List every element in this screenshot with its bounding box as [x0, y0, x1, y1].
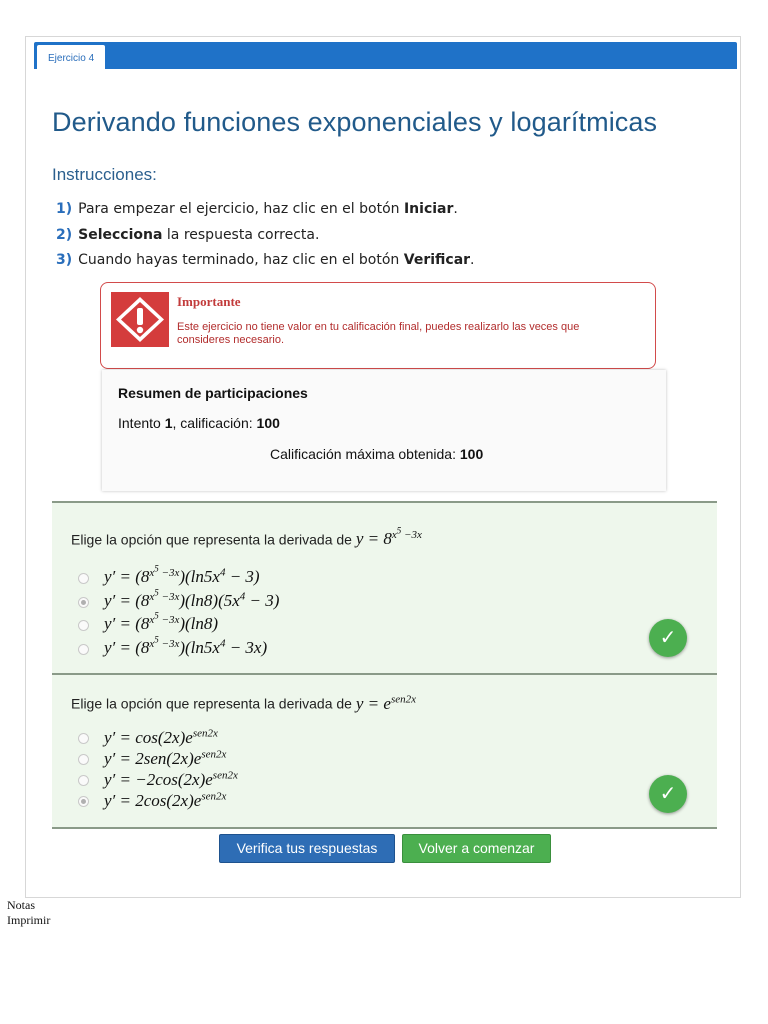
important-notice	[100, 282, 656, 369]
radio-button[interactable]	[78, 733, 89, 744]
option-2a[interactable]: $y' = \cos(2x)e^{sen2x}$	[78, 727, 218, 748]
radio-button[interactable]	[78, 775, 89, 786]
instruction-step-3: 3) Cuando hayas terminado, haz clic en el botón Verificar.	[56, 252, 475, 268]
correct-check-icon: ✓	[649, 619, 687, 657]
radio-button-selected[interactable]	[78, 597, 89, 608]
option-2c[interactable]: $y' = -2\cos(2x)e^{sen2x}$	[78, 769, 238, 790]
notes-link[interactable]: Notas	[7, 898, 35, 912]
radio-button[interactable]	[78, 754, 89, 765]
max-grade-line: Calificación máxima obtenida: 100	[270, 446, 484, 462]
option-1a[interactable]: $y' = (8^{x^5 -3x})(\ln 5x^4 - 3)$	[78, 563, 260, 587]
exercise-frame	[25, 36, 741, 898]
tab-bar	[34, 42, 737, 69]
option-1d[interactable]: $y' = (8^{x^5 -3x})(\ln 5x^4 - 3x)$	[78, 634, 267, 658]
attempt-line: Intento 1, calificación: 100	[118, 415, 280, 431]
question-1-prompt: Elige la opción que representa la derivada de $y = 8^{x^5 -3x}$	[71, 525, 422, 549]
instructions-heading: Instrucciones:	[52, 165, 157, 184]
option-1c[interactable]: $y' = (8^{x^5 -3x})(\ln 8)$	[78, 610, 218, 634]
important-text: Este ejercicio no tiene valor en tu calificación final, puedes realizarlo las veces que consideres necesario.	[177, 321, 580, 346]
print-link[interactable]: Imprimir	[7, 913, 51, 927]
radio-button[interactable]	[78, 644, 89, 655]
option-1b[interactable]: $y' = (8^{x^5 -3x})(\ln 8)(5x^4 - 3)$	[78, 587, 279, 611]
question-1-function: $y = 8^{x^5 -3x}$	[355, 525, 422, 549]
instruction-step-2: 2) Selecciona la respuesta correcta.	[56, 227, 320, 243]
restart-button[interactable]: Volver a comenzar	[402, 834, 551, 863]
radio-button-selected[interactable]	[78, 796, 89, 807]
question-2-function: $y = e^{sen2x}$	[355, 693, 416, 713]
verify-answers-button[interactable]: Verifica tus respuestas	[219, 834, 395, 863]
option-2b[interactable]: $y' = 2sen(2x)e^{sen2x}$	[78, 748, 226, 769]
question-2	[52, 673, 717, 829]
page-title: Derivando funciones exponenciales y logarítmicas	[52, 107, 658, 137]
radio-button[interactable]	[78, 620, 89, 631]
summary-title: Resumen de participaciones	[118, 385, 308, 401]
warning-icon	[111, 292, 169, 347]
question-1	[52, 501, 717, 673]
tab-ejercicio-4[interactable]: Ejercicio 4	[37, 45, 105, 69]
option-2d[interactable]: $y' = 2\cos(2x)e^{sen2x}$	[78, 790, 226, 811]
correct-check-icon: ✓	[649, 775, 687, 813]
radio-button[interactable]	[78, 573, 89, 584]
participation-summary	[102, 370, 666, 491]
question-2-prompt: Elige la opción que representa la derivada de $y = e^{sen2x}$	[71, 693, 416, 713]
important-title: Importante	[177, 294, 241, 309]
instruction-step-1: 1) Para empezar el ejercicio, haz clic en el botón Iniciar.	[56, 201, 458, 217]
